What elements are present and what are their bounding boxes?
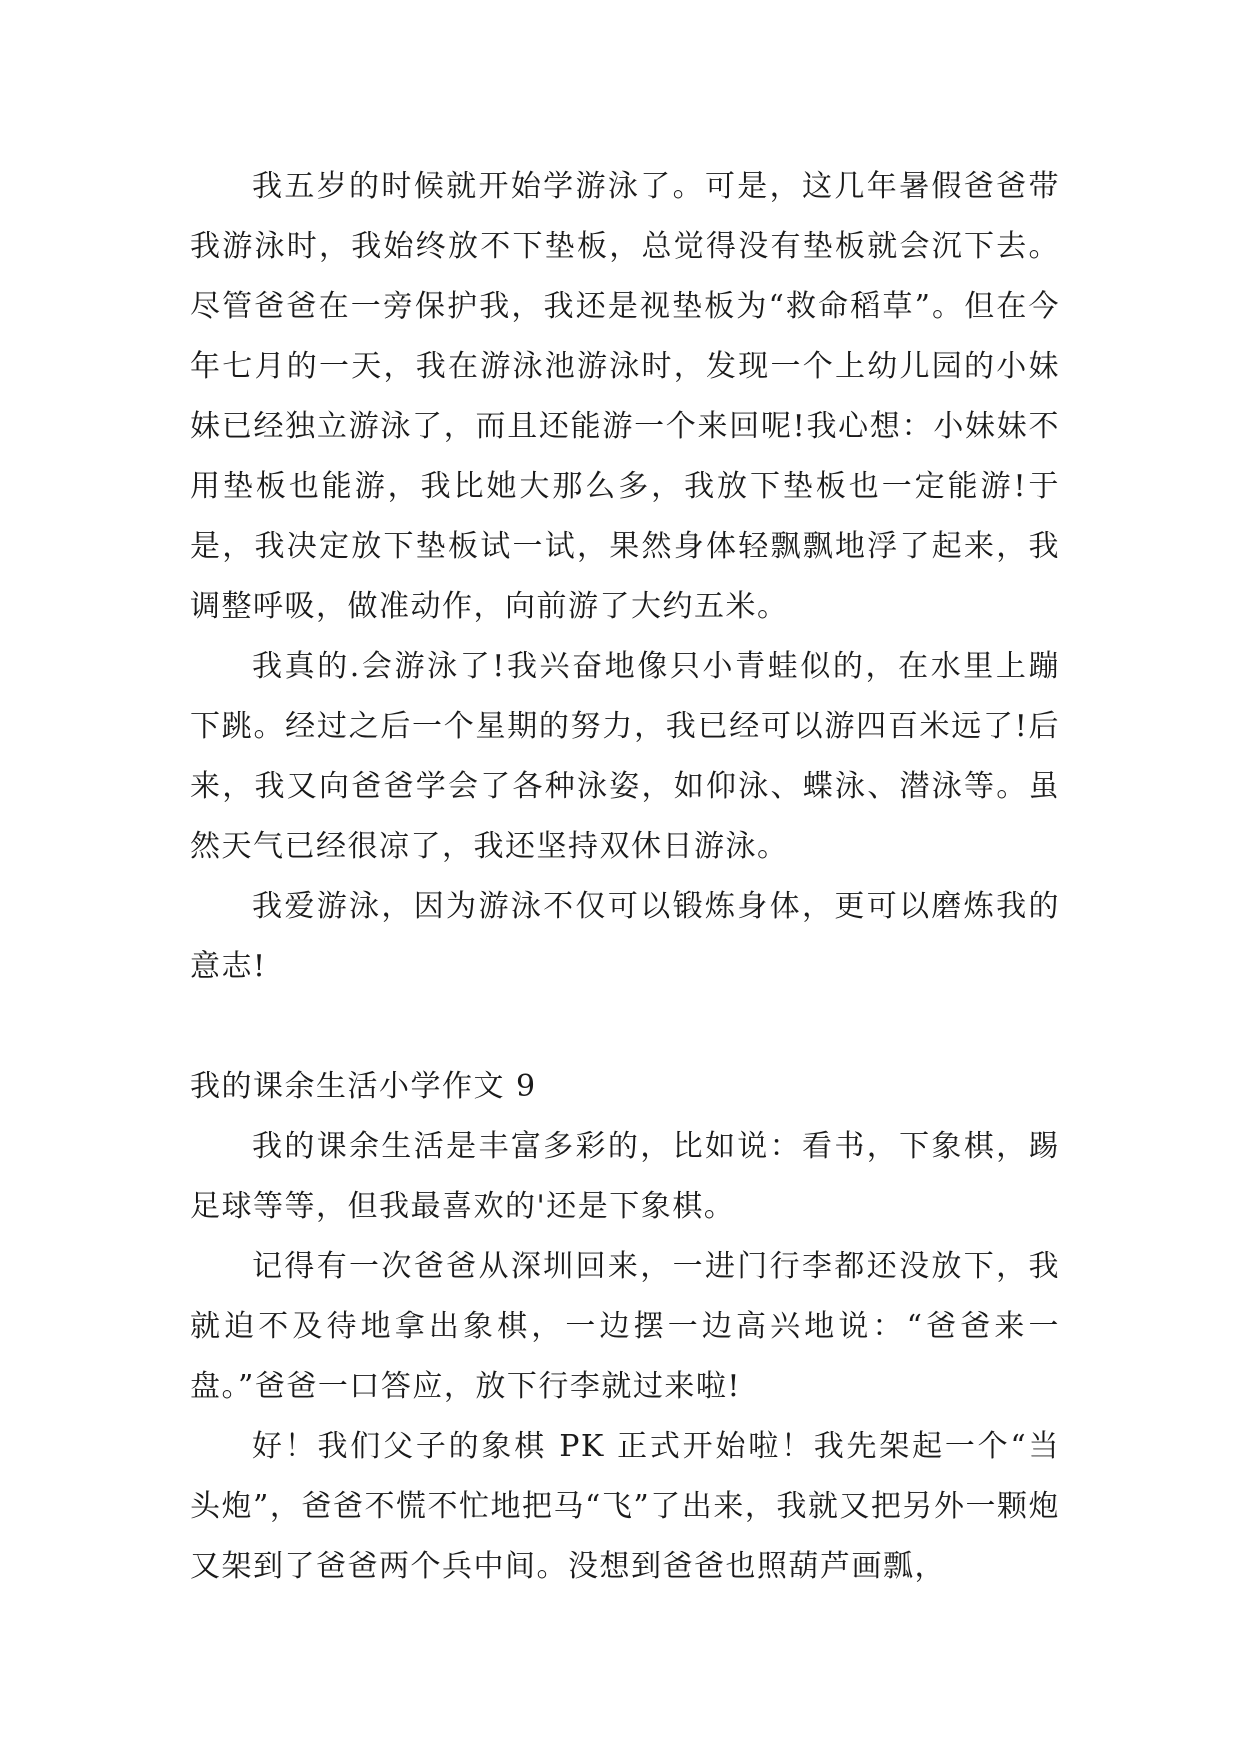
paragraph-swimming-intro: 我五岁的时候就开始学游泳了。可是，这几年暑假爸爸带我游泳时，我始终放不下垫板，总觉得没有垫板就会沉下去。尽管爸爸在一旁保护我，我还是视垫板为“救命稻草”。但在今年七月的一天，我在游泳池游泳时，发现一个上幼儿园的小妹妹已经独立游泳了，而且还能游一个来回呢!我心想：小妹妹不用垫板也能游，我比她大那么多，我放下垫板也一定能游!于是，我决定放下垫板试一试，果然身体轻飘飘地浮了起来，我调整呼吸，做准动作，向前游了大约五米。 <box>190 169 1060 624</box>
document-body <box>190 157 1060 1597</box>
paragraph-swimming-progress: 我真的.会游泳了!我兴奋地像只小青蛙似的，在水里上蹦下跳。经过之后一个星期的努力，我已经可以游四百米远了!后来，我又向爸爸学会了各种泳姿，如仰泳、蝶泳、潜泳等。虽然天气已经很凉了，我还坚持双休日游泳。 <box>190 649 1060 864</box>
section-title: 我的课余生活小学作文 9 <box>190 1069 537 1104</box>
paragraph-hobbies: 我的课余生活是丰富多彩的，比如说：看书，下象棋，踢足球等等，但我最喜欢的'还是下象棋。 <box>190 1129 1060 1224</box>
paragraph-chess-match: 好！我们父子的象棋 PK 正式开始啦！我先架起一个“当头炮”，爸爸不慌不忙地把马“飞”了出来，我就又把另外一颗炮又架到了爸爸两个兵中间。没想到爸爸也照葫芦画瓢， <box>190 1429 1060 1584</box>
paragraph-swimming-conclusion: 我爱游泳，因为游泳不仅可以锻炼身体，更可以磨炼我的意志! <box>190 889 1060 984</box>
section-spacer <box>190 997 1060 1057</box>
paragraph-father-returns: 记得有一次爸爸从深圳回来，一进门行李都还没放下，我就迫不及待地拿出象棋，一边摆一边高兴地说：“爸爸来一盘。”爸爸一口答应，放下行李就过来啦! <box>190 1249 1060 1404</box>
